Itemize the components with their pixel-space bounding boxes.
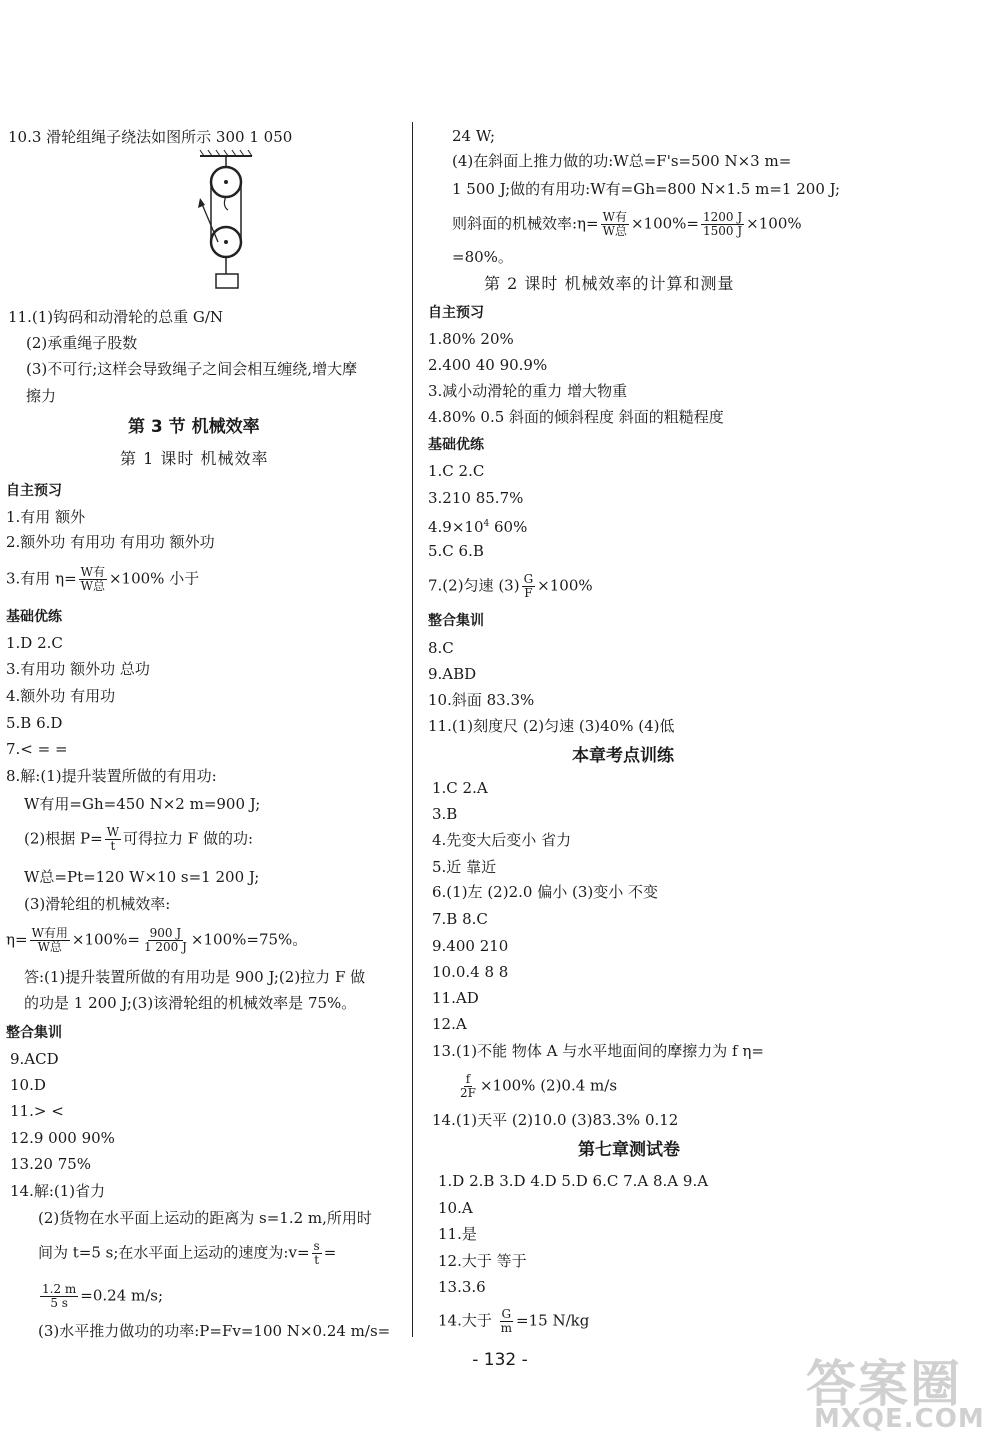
answer-line: 3.210 85.7% — [428, 489, 524, 507]
watermark-url: MXQE.COM — [814, 1404, 985, 1434]
answer-line: 9.400 210 — [432, 937, 509, 955]
column-divider — [412, 122, 413, 1337]
answer-line: 9.ACD — [10, 1050, 59, 1068]
answer-line: 7.B 8.C — [432, 910, 488, 928]
answer-line: W有用=Gh=450 N×2 m=900 J; — [24, 795, 261, 813]
answer-line: 1.有用 额外 — [6, 508, 86, 526]
answer-line: (2)货物在水平面上运动的距离为 s=1.2 m,所用时 — [38, 1209, 372, 1227]
lesson-title-1: 第 1 课时 机械效率 — [120, 449, 269, 468]
heading-basic-practice: 基础优练 — [6, 609, 62, 625]
answer-line: 3.B — [432, 805, 458, 823]
answer-11-3-cont: 擦力 — [26, 387, 57, 405]
answer-line: 2.额外功 有用功 有用功 额外功 — [6, 533, 215, 551]
heading-basic-practice: 基础优练 — [428, 437, 484, 453]
answer-line: 13.3.6 — [438, 1278, 486, 1296]
watermark-logo: 答案圈 — [806, 1355, 962, 1413]
answer-line: 24 W; — [452, 127, 496, 145]
answer-line: =80%。 — [452, 248, 513, 266]
answer-line: 12.A — [432, 1015, 467, 1033]
answer-line: 4.先变大后变小 省力 — [432, 831, 572, 849]
heading-integrated-training: 整合集训 — [428, 613, 484, 629]
answer-line: 5.近 靠近 — [432, 858, 497, 876]
answer-line: 13.20 75% — [10, 1155, 92, 1173]
answer-line: 1.80% 20% — [428, 330, 514, 348]
answer-line-formula: 则斜面的机械效率:η= $\frac{\text{W有}}{\text{W总}}$ ×100%= $\frac{1200 J}{1500 J}$ ×100% — [452, 210, 802, 238]
answer-line-formula: 间为 t=5 s;在水平面上运动的速度为:v= $\frac{s}{t}$ = — [38, 1239, 337, 1267]
answer-line: 11.是 — [438, 1225, 477, 1243]
answer-line: (3)滑轮组的机械效率: — [24, 895, 171, 913]
answer-line-formula: 7.(2)匀速 (3) $\frac{G}{F}$ ×100% — [428, 572, 593, 600]
answer-line-formula: $\frac{1.2 m}{5 s}$ =0.24 m/s; — [42, 1282, 164, 1310]
pulley-diagram — [192, 148, 262, 296]
answer-line: 13.(1)不能 物体 A 与水平地面间的摩擦力为 f η= — [432, 1042, 764, 1060]
answer-line: 14.(1)天平 (2)10.0 (3)83.3% 0.12 — [432, 1111, 679, 1129]
answer-line: 7.< = = — [6, 740, 68, 758]
answer-line: 11.(1)刻度尺 (2)匀速 (3)40% (4)低 — [428, 717, 675, 735]
answer-line: 10.A — [438, 1199, 473, 1217]
answer-11-1: 11.(1)钩码和动滑轮的总重 G/N — [8, 308, 224, 326]
answer-11-3: (3)不可行;这样会导致绳子之间会相互缠绕,增大摩 — [26, 360, 358, 378]
answer-10-3: 10.3 滑轮组绳子绕法如图所示 300 1 050 — [8, 128, 293, 146]
answer-line: $4.9\times 10^4$ 60% — [428, 518, 528, 536]
lesson-title-2: 第 2 课时 机械效率的计算和测量 — [484, 274, 735, 293]
heading-self-preview: 自主预习 — [428, 305, 484, 321]
heading-self-preview: 自主预习 — [6, 483, 62, 499]
answer-line: (4)在斜面上推力做的功:W总=F's=500 N×3 m= — [452, 152, 792, 170]
page-number: - 132 - — [472, 1350, 528, 1370]
answer-11-2: (2)承重绳子股数 — [26, 334, 138, 352]
answer-line: 4.额外功 有用功 — [6, 687, 116, 705]
answer-line: 6.(1)左 (2)2.0 偏小 (3)变小 不变 — [432, 883, 658, 901]
answer-line-formula: η= $\frac{\text{W有用}}{\text{W总}}$ ×100%= $\frac{900 J}{1 200 J}$ ×100%=75%。 — [6, 926, 308, 954]
answer-line: 1.D 2.C — [6, 634, 63, 652]
answer-line: 1.C 2.C — [428, 462, 485, 480]
answer-line: 10.斜面 83.3% — [428, 691, 535, 709]
section-title-chapter-review: 本章考点训练 — [572, 746, 674, 766]
answer-line: W总=Pt=120 W×10 s=1 200 J; — [24, 868, 260, 886]
answer-line: 1.D 2.B 3.D 4.D 5.D 6.C 7.A 8.A 9.A — [438, 1172, 709, 1190]
answer-line: 11.AD — [432, 989, 479, 1007]
answer-line-formula: 14.大于 $\frac{G}{m}$ =15 N/kg — [438, 1307, 590, 1335]
answer-line: 4.80% 0.5 斜面的倾斜程度 斜面的粗糙程度 — [428, 408, 724, 426]
answer-line: 2.400 40 90.9% — [428, 356, 548, 374]
answer-line: 1.C 2.A — [432, 779, 488, 797]
answer-line: 10.D — [10, 1076, 46, 1094]
answer-line-formula: (2)根据 P= $\frac{W}{t}$ 可得拉力 F 做的功: — [24, 825, 254, 853]
answer-line: 8.C — [428, 639, 454, 657]
answer-line: 8.解:(1)提升装置所做的有用功: — [6, 767, 217, 785]
answer-line: 答:(1)提升装置所做的有用功是 900 J;(2)拉力 F 做 — [24, 968, 366, 986]
answer-line: 1 500 J;做的有用功:W有=Gh=800 N×1.5 m=1 200 J; — [452, 180, 841, 198]
section-title-3: 第 3 节 机械效率 — [128, 417, 260, 437]
answer-line: 5.C 6.B — [428, 542, 484, 560]
answer-line-formula: 3.有用 η= $\frac{\text{W有}}{\text{W总}}$ ×100% 小于 — [6, 565, 200, 593]
heading-integrated-training: 整合集训 — [6, 1025, 62, 1041]
answer-line: 12.大于 等于 — [438, 1252, 527, 1270]
answer-line: (3)水平推力做功的功率:P=Fv=100 N×0.24 m/s= — [38, 1322, 391, 1340]
section-title-chapter-test: 第七章测试卷 — [578, 1140, 680, 1160]
answer-line: 9.ABD — [428, 665, 477, 683]
answer-line: 5.B 6.D — [6, 714, 63, 732]
answer-line-formula: $\frac{f}{2F}$ ×100% (2)0.4 m/s — [460, 1072, 618, 1100]
answer-line: 12.9 000 90% — [10, 1129, 115, 1147]
answer-line: 11.> < — [10, 1102, 64, 1120]
answer-line: 的功是 1 200 J;(3)该滑轮组的机械效率是 75%。 — [24, 994, 357, 1012]
answer-line: 10.0.4 8 8 — [432, 963, 509, 981]
answer-line: 3.有用功 额外功 总功 — [6, 660, 150, 678]
answer-line: 3.减小动滑轮的重力 增大物重 — [428, 382, 628, 400]
answer-line: 14.解:(1)省力 — [10, 1182, 106, 1200]
